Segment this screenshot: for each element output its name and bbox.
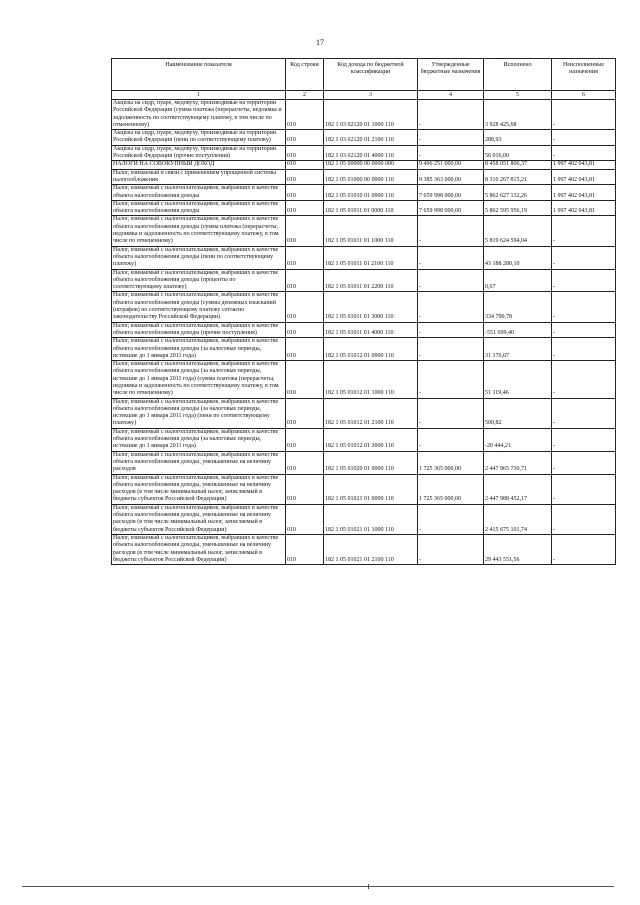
indicator-name: Налог, взимаемый с налогоплательщиков, выбравших в качестве объекта налогообложения доходы (прочие поступления) [112, 322, 286, 338]
column-number: 6 [552, 91, 616, 100]
column-number: 1 [112, 91, 286, 100]
column-header-income-code: Код дохода по бюджетной классификации [324, 59, 418, 91]
column-number: 5 [484, 91, 552, 100]
indicator-name: Налог, взимаемый с налогоплательщиков, выбравших в качестве объекта налогообложения доходы (за налоговые периоды, истекшие до 1 января 2011 года) [112, 428, 286, 451]
income-code: 182 1 05 01010 01 0000 110 [324, 185, 418, 201]
executed-amount: 31 176,07 [484, 338, 552, 361]
line-code: 010 [286, 100, 324, 130]
table-row [112, 269, 616, 292]
unexecuted-amount: - [552, 534, 616, 564]
line-code: 010 [286, 534, 324, 564]
column-header-unexecuted: Неисполненные назначения [552, 59, 616, 91]
indicator-name: Налог, взимаемый с налогоплательщиков, выбравших в качестве объекта налогообложения доходы, уменьшенные на величину расходов (в том числе минимальный налог, зачисляемый в бюджеты субъектов Российской Федерации) [112, 504, 286, 534]
table-row [112, 504, 616, 534]
unexecuted-amount: 1 997 402 043,81 [552, 185, 616, 201]
table-row [112, 338, 616, 361]
executed-amount: 3 928 425,68 [484, 100, 552, 130]
approved-amount: 9 385 363 000,00 [418, 169, 484, 185]
unexecuted-amount: - [552, 246, 616, 269]
indicator-name: Акцизы на сидр, пуаре, медовуху, производимые на территории Российской Федерации (прочие поступления) [112, 145, 286, 161]
income-code: 182 1 05 01000 00 0000 110 [324, 169, 418, 185]
income-code: 182 1 05 01011 01 4000 110 [324, 322, 418, 338]
line-code: 010 [286, 451, 324, 474]
line-code: 010 [286, 269, 324, 292]
table-row [112, 474, 616, 504]
indicator-name: Акцизы на сидр, пуаре, медовуху, производимые на территории Российской Федерации (сумма платежа (перерасчеты, недоимка и задолженность по соответствующему платежу, в том числе по отмененному) [112, 100, 286, 130]
approved-amount: - [418, 398, 484, 428]
indicator-name: Налог, взимаемый с налогоплательщиков, выбравших в качестве объекта налогообложения доходы [112, 185, 286, 201]
approved-amount: 9 496 251 000,00 [418, 161, 484, 169]
line-code: 010 [286, 292, 324, 322]
table-row [112, 451, 616, 474]
executed-amount: 2 447 988 452,17 [484, 474, 552, 504]
unexecuted-amount: 1 997 402 043,81 [552, 200, 616, 216]
income-code: 182 1 03 02120 01 2100 110 [324, 130, 418, 146]
approved-amount: - [418, 292, 484, 322]
indicator-name: Налог, взимаемый с налогоплательщиков, выбравших в качестве объекта налогообложения доходы, уменьшенные на величину расходов (в том числе минимальный налог, зачисляемый в бюджеты субъектов Российской Федерации) [112, 474, 286, 504]
executed-amount: 56 016,00 [484, 145, 552, 161]
income-code: 182 1 05 01011 01 2200 110 [324, 269, 418, 292]
unexecuted-amount: - [552, 216, 616, 246]
approved-amount: - [418, 269, 484, 292]
executed-amount: 8 458 051 806,37 [484, 161, 552, 169]
executed-amount: 8 310 267 815,21 [484, 169, 552, 185]
table-row [112, 200, 616, 216]
table-row [112, 246, 616, 269]
indicator-name: Налог, взимаемый с налогоплательщиков, выбравших в качестве объекта налогообложения доходы (суммы денежных взысканий (штрафов) по соответствующему платежу согласно законодательству Российской Федерации) [112, 292, 286, 322]
table-row [112, 100, 616, 130]
unexecuted-amount: 1 997 402 043,81 [552, 169, 616, 185]
unexecuted-amount: - [552, 145, 616, 161]
line-code: 010 [286, 504, 324, 534]
approved-amount: - [418, 216, 484, 246]
income-code: 182 1 05 01011 01 2100 110 [324, 246, 418, 269]
executed-amount: 29 443 551,56 [484, 534, 552, 564]
table-row [112, 398, 616, 428]
indicator-name: Налог, взимаемый с налогоплательщиков, выбравших в качестве объекта налогообложения доходы, уменьшенные на величину расходов [112, 451, 286, 474]
income-code: 182 1 05 01012 01 2100 110 [324, 398, 418, 428]
unexecuted-amount: - [552, 398, 616, 428]
line-code: 010 [286, 145, 324, 161]
column-header-line-code: Код строки [286, 59, 324, 91]
executed-amount: 5 819 624 594,04 [484, 216, 552, 246]
line-code: 010 [286, 185, 324, 201]
column-number: 3 [324, 91, 418, 100]
line-code: 010 [286, 200, 324, 216]
executed-amount: -20 444,21 [484, 428, 552, 451]
executed-amount: 500,82 [484, 398, 552, 428]
page-bottom-rule [22, 886, 614, 887]
executed-amount: 288,93 [484, 130, 552, 146]
approved-amount: - [418, 361, 484, 398]
table-row [112, 534, 616, 564]
executed-amount: 2 447 965 730,71 [484, 451, 552, 474]
income-code: 182 1 05 01012 01 0000 110 [324, 338, 418, 361]
indicator-name: Налог, взимаемый с налогоплательщиков, выбравших в качестве объекта налогообложения доходы (за налоговые периоды, истекшие до 1 января 2011 года) (сумма платежа (перерасчеты, недоимка и задолженность по соответствующему платежу, в том числе по отмененному) [112, 361, 286, 398]
unexecuted-amount: - [552, 474, 616, 504]
executed-amount: 51 119,46 [484, 361, 552, 398]
table-row [112, 361, 616, 398]
approved-amount: - [418, 145, 484, 161]
column-header-name: Наименование показателя [112, 59, 286, 91]
unexecuted-amount: - [552, 130, 616, 146]
approved-amount: 7 659 998 000,00 [418, 200, 484, 216]
indicator-name: Налог, взимаемый с налогоплательщиков, выбравших в качестве объекта налогообложения доходы, уменьшенные на величину расходов (в том числе минимальный налог, зачисляемый в бюджеты субъектов Российской Федерации) [112, 534, 286, 564]
income-code: 182 1 05 01012 01 3000 110 [324, 428, 418, 451]
income-code: 182 1 05 01011 01 1000 110 [324, 216, 418, 246]
income-code: 182 1 05 01021 01 1000 110 [324, 504, 418, 534]
table-row [112, 322, 616, 338]
unexecuted-amount: - [552, 269, 616, 292]
approved-amount: 7 659 998 000,00 [418, 185, 484, 201]
executed-amount: 43 188 280,10 [484, 246, 552, 269]
income-code: 182 1 05 01020 01 0000 110 [324, 451, 418, 474]
line-code: 010 [286, 161, 324, 169]
rule-tick [368, 884, 369, 889]
line-code: 010 [286, 398, 324, 428]
indicator-name: Налог, взимаемый в связи с применением упрощенной системы налогообложения [112, 169, 286, 185]
unexecuted-amount: - [552, 428, 616, 451]
table-row [112, 216, 616, 246]
unexecuted-amount: - [552, 322, 616, 338]
indicator-name: Налог, взимаемый с налогоплательщиков, выбравших в качестве объекта налогообложения доходы (за налоговые периоды, истекшие до 1 января 2011 года) [112, 338, 286, 361]
column-number: 4 [418, 91, 484, 100]
table-row [112, 428, 616, 451]
column-header-approved: Утвержденные бюджетные назначения [418, 59, 484, 91]
table-header [112, 59, 616, 100]
approved-amount: 1 725 365 000,00 [418, 474, 484, 504]
indicator-name: Налог, взимаемый с налогоплательщиков, выбравших в качестве объекта налогообложения доходы (проценты по соответствующему платежу) [112, 269, 286, 292]
executed-amount: -551 699,40 [484, 322, 552, 338]
line-code: 010 [286, 322, 324, 338]
indicator-name: Налог, взимаемый с налогоплательщиков, выбравших в качестве объекта налогообложения доходы [112, 200, 286, 216]
table-row [112, 130, 616, 146]
approved-amount: - [418, 246, 484, 269]
income-code: 182 1 05 00000 00 0000 000 [324, 161, 418, 169]
approved-amount: - [418, 504, 484, 534]
approved-amount: - [418, 534, 484, 564]
unexecuted-amount: - [552, 504, 616, 534]
indicator-name: Акцизы на сидр, пуаре, медовуху, производимые на территории Российской Федерации (пени по соответствующему платежу) [112, 130, 286, 146]
approved-amount: - [418, 322, 484, 338]
page-number: 17 [316, 38, 324, 47]
approved-amount: - [418, 100, 484, 130]
line-code: 010 [286, 246, 324, 269]
table-row [112, 292, 616, 322]
table-row [112, 145, 616, 161]
approved-amount: - [418, 428, 484, 451]
line-code: 010 [286, 216, 324, 246]
line-code: 010 [286, 338, 324, 361]
income-code: 182 1 03 02120 01 4000 110 [324, 145, 418, 161]
approved-amount: 1 725 365 000,00 [418, 451, 484, 474]
income-code: 182 1 05 01011 01 3000 110 [324, 292, 418, 322]
column-number: 2 [286, 91, 324, 100]
income-code: 182 1 05 01011 01 0000 110 [324, 200, 418, 216]
unexecuted-amount: - [552, 292, 616, 322]
table-row [112, 185, 616, 201]
executed-amount: 5 862 627 132,26 [484, 185, 552, 201]
unexecuted-amount: - [552, 451, 616, 474]
line-code: 010 [286, 474, 324, 504]
unexecuted-amount: - [552, 100, 616, 130]
approved-amount: - [418, 338, 484, 361]
unexecuted-amount: - [552, 361, 616, 398]
unexecuted-amount: 1 997 402 043,81 [552, 161, 616, 169]
indicator-name: НАЛОГИ НА СОВОКУПНЫЙ ДОХОД [112, 161, 286, 169]
line-code: 010 [286, 428, 324, 451]
table-row [112, 169, 616, 185]
income-code: 182 1 05 01021 01 0000 110 [324, 474, 418, 504]
income-report-table [111, 58, 616, 565]
line-code: 010 [286, 361, 324, 398]
unexecuted-amount: - [552, 338, 616, 361]
executed-amount: 2 415 675 101,74 [484, 504, 552, 534]
income-code: 182 1 05 01012 01 1000 110 [324, 361, 418, 398]
executed-amount: 5 862 595 956,19 [484, 200, 552, 216]
executed-amount: 0,67 [484, 269, 552, 292]
income-code: 182 1 05 01021 01 2100 110 [324, 534, 418, 564]
approved-amount: - [418, 130, 484, 146]
line-code: 010 [286, 169, 324, 185]
column-header-executed: Исполнено [484, 59, 552, 91]
line-code: 010 [286, 130, 324, 146]
table-body [112, 100, 616, 565]
table-row [112, 161, 616, 169]
executed-amount: 334 790,78 [484, 292, 552, 322]
indicator-name: Налог, взимаемый с налогоплательщиков, выбравших в качестве объекта налогообложения доходы (сумма платежа (перерасчеты, недоимка и задолженность по соответствующему платежу, в том числе по отмененному) [112, 216, 286, 246]
income-code: 182 1 03 02120 01 1000 110 [324, 100, 418, 130]
indicator-name: Налог, взимаемый с налогоплательщиков, выбравших в качестве объекта налогообложения доходы (пени по соответствующему платежу) [112, 246, 286, 269]
indicator-name: Налог, взимаемый с налогоплательщиков, выбравших в качестве объекта налогообложения доходы (за налоговые периоды, истекшие до 1 января 2011 года) (пени по соответствующему платежу) [112, 398, 286, 428]
